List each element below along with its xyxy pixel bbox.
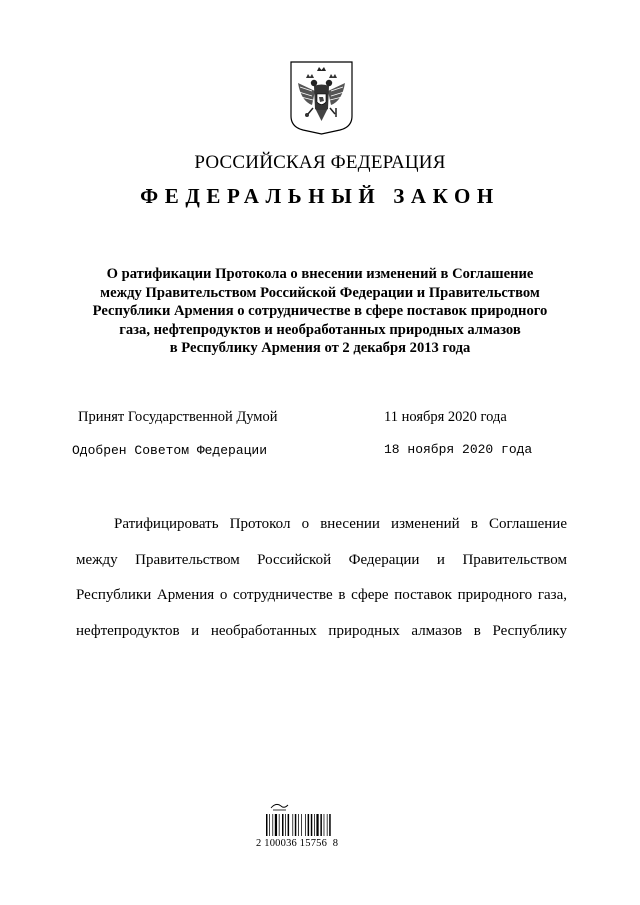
law-title-line: О ратификации Протокола о внесении изменений в Соглашение — [106, 266, 534, 282]
duma-adoption-label: Принят Государственной Думой — [78, 409, 278, 425]
duma-adoption-date: 11 ноября 2020 года — [384, 409, 507, 425]
law-body-text — [76, 507, 567, 650]
barcode-icon — [264, 800, 334, 840]
law-title — [60, 265, 580, 358]
law-title-line: между Правительством Российской Федерации и Правительством — [100, 284, 540, 301]
council-approval-label: Одобрен Советом Федерации — [72, 443, 268, 458]
barcode-number: 2 100036 15756 8 — [256, 838, 339, 849]
law-title-line: Республики Армения о сотрудничестве в сфере поставок природного — [92, 303, 548, 319]
law-type-heading: ФЕДЕРАЛЬНЫЙ ЗАКОН — [140, 184, 500, 208]
federation-name: РОССИЙСКАЯ ФЕДЕРАЦИЯ — [194, 152, 446, 173]
council-approval-date: 18 ноября 2020 года — [384, 442, 533, 457]
body-line: между Правительством Российской Федерации и Правительством — [76, 551, 567, 568]
russian-coat-of-arms-icon — [290, 61, 353, 135]
law-title-line: газа, нефтепродуктов и необработанных природных алмазов — [119, 321, 521, 338]
body-line: Республики Армения о сотрудничестве в сфере поставок природного газа, — [76, 587, 567, 604]
body-line: Ратифицировать Протокол о внесении изменений в Соглашение — [114, 516, 567, 532]
body-line: нефтепродуктов и необработанных природных алмазов в Республику — [76, 623, 567, 640]
law-title-line: в Республику Армения от 2 декабря 2013 года — [169, 340, 471, 356]
